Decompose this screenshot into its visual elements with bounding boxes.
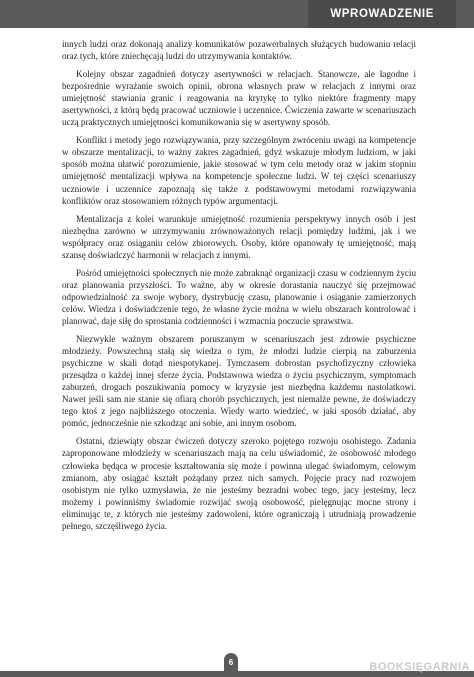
paragraph-6: Niezwykle ważnym obszarem poruszanym w scenariuszach jest zdrowie psychiczne młodzieży. Powszechną stałą się wiedza o tym, że młodzi ludzie cierpią na zaburzenia psychiczne w skali dotąd niespotykanej. Tymczasem dobrostan psychofizyczny człowieka przesądza o każdej innej sferze życia. Podstawowa wiedza o życiu psychicznym, symptomach zaburzeń, drogach poszukiwania pomocy w kryzysie jest niezbędna każdemu nastolatkowi. Nawet jeśli sam nie stanie się ofiarą chorób psychicznych, jest niemalże pewne, że doświadczy tego ktoś z jego najbliższego otoczenia. Wiedy warto wiedzieć, w jaki sposób działać, aby pomóc, jednocześnie nie szkodząc ani sobie, ani innym osobom. [62,334,416,429]
section-title: WPROWADZENIE [330,8,434,20]
paragraph-4: Mentalizacja z kolei warunkuje umiejętność rozumienia perspektywy innych osób i jest niezbędna zarówno w utrzymywaniu zrównoważonych relacji pomiędzy ludźmi, jak i we współpracy oraz osiąganiu celów zbiorowych. Osoby, które opanowały tę umiejętność, mają szansę doświadczyć harmonii w relacjach z innymi. [62,213,416,260]
paragraph-7: Ostatni, dziewiąty obszar ćwiczeń dotyczy szeroko pojętego rozwoju osobistego. Zadania zaproponowane młodzieży w scenariuszach mają na celu uświadomić, że osobowość młodego człowieka będąca w procesie kształtowania się może i powinna ulegać świadomym, celowym zmianom, aby osiągać kształt pożądany przez nich samych. Pojęcie pracy nad rozwojem osobistym nie tylko uzmysławia, że nie jesteśmy bezradni wobec tego, jacy jesteśmy, lecz możemy i powinniśmy świadomie rozwijać swoją osobowość, pielęgnując mocne strony i eliminując te, z których nie jesteśmy zadowoleni, które ograniczają i utrudniają prowadzenie pełnego, szczęśliwego życia. [62,436,416,531]
paragraph-2: Kolejny obszar zagadnień dotyczy asertywności w relacjach. Stanowcze, ale łagodne i bezpośrednie wyrażanie swoich opinii, obrona własnych praw w relacjach z innymi oraz umiejętność stawiania granic i reagowania na krytykę to tylko niektóre fragmenty mapy asertywności, z którą będą pracować uczniowie i uczennice. Ćwiczenia zawarte w scenariuszach uczą praktycznych umiejętności komunikowania się w asertywny sposób. [62,69,416,128]
page-number-badge [224,653,238,671]
body-text [62,38,416,538]
paragraph-1: innych ludzi oraz dokonają analizy komunikatów pozawerbalnych służących budowaniu relacji oraz tych, które zniechęcają ludzi do utrzymywania kontaktów. [62,39,416,62]
section-header-tab [308,0,456,28]
watermark: BOOKSIĘGARNIA [369,661,470,673]
page-number: 6 [228,657,234,667]
paragraph-3: Konflikt i metody jego rozwiązywania, przy szczególnym zwróceniu uwagi na kompetencje w obszarze mentalizacji, to ważny zakres zagadnień, gdyż wskazuje młodym ludziom, w jaki sposób można ułatwić porozumienie, jakie stosować w tym celu metody oraz w jakim stopniu umiejętność mentalizacji wpływa na kompetencje społeczne ludzi. W tej części scenariuszy uczniowie i uczennice zapoznają się także z podstawowymi metodami rozwiązywania konfliktów oraz stosowaniem różnych typów argumentacji. [62,135,416,206]
paragraph-5: Pośród umiejętności społecznych nie może zabraknąć organizacji czasu w codziennym życiu oraz planowania przyszłości. To ważne, aby w okresie dorastania nauczyć się przejmować odpowiedzialność za swoje wybory, dystrybucję czasu, planowanie i osiąganie zamierzonych celów. Wiedza i doświadczenie tego, że własne życie można w wielu obszarach kontrolować i planować, daje siłę do sprostania codzienności i wzmacnia poczucie sprawstwa. [62,267,416,326]
